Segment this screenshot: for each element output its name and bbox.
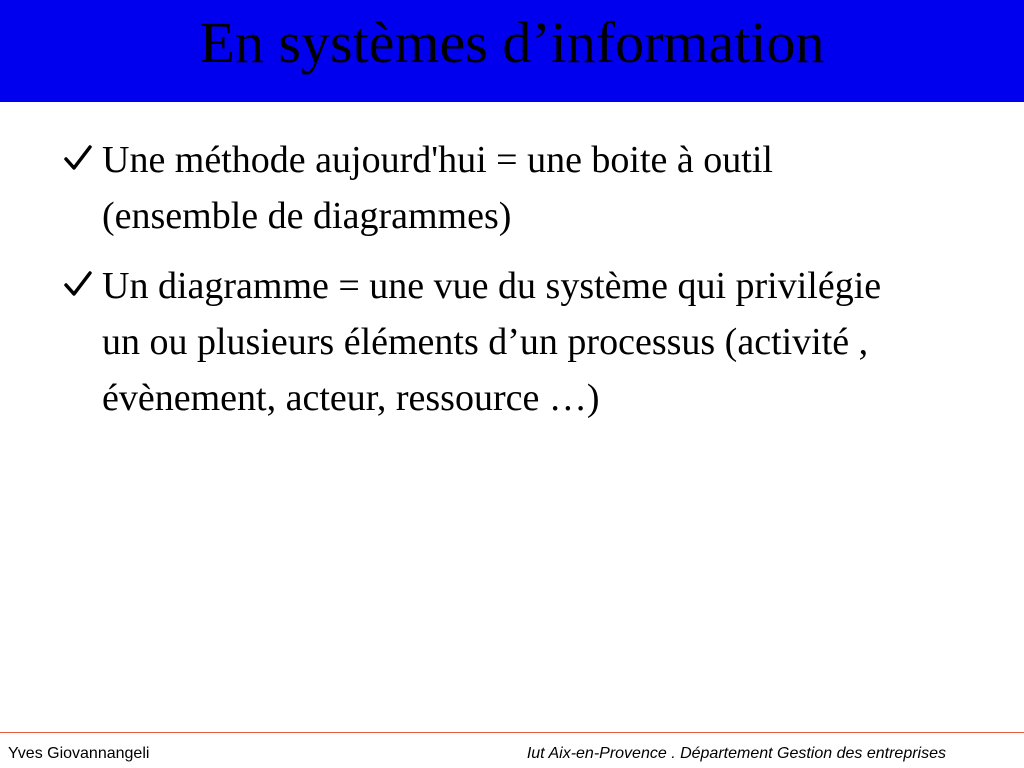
check-icon	[64, 258, 102, 314]
footer-author: Yves Giovannangeli	[8, 745, 150, 762]
bullet-list	[64, 132, 924, 440]
check-icon	[64, 132, 102, 188]
bullet-text: Un diagramme = une vue du système qui privilégie un ou plusieurs éléments d’un processus (activité , évènement, acteur, ressource …)	[102, 265, 882, 419]
footer-divider	[0, 732, 1024, 733]
footer-institution: Iut Aix-en-Provence . Département Gestion des entreprises	[526, 745, 946, 762]
bullet-text: Une méthode aujourd'hui = une boite à outil (ensemble de diagrammes)	[102, 139, 773, 237]
bullet-item	[64, 132, 924, 244]
bullet-item	[64, 258, 924, 426]
slide-title: En systèmes d’information	[199, 10, 825, 75]
